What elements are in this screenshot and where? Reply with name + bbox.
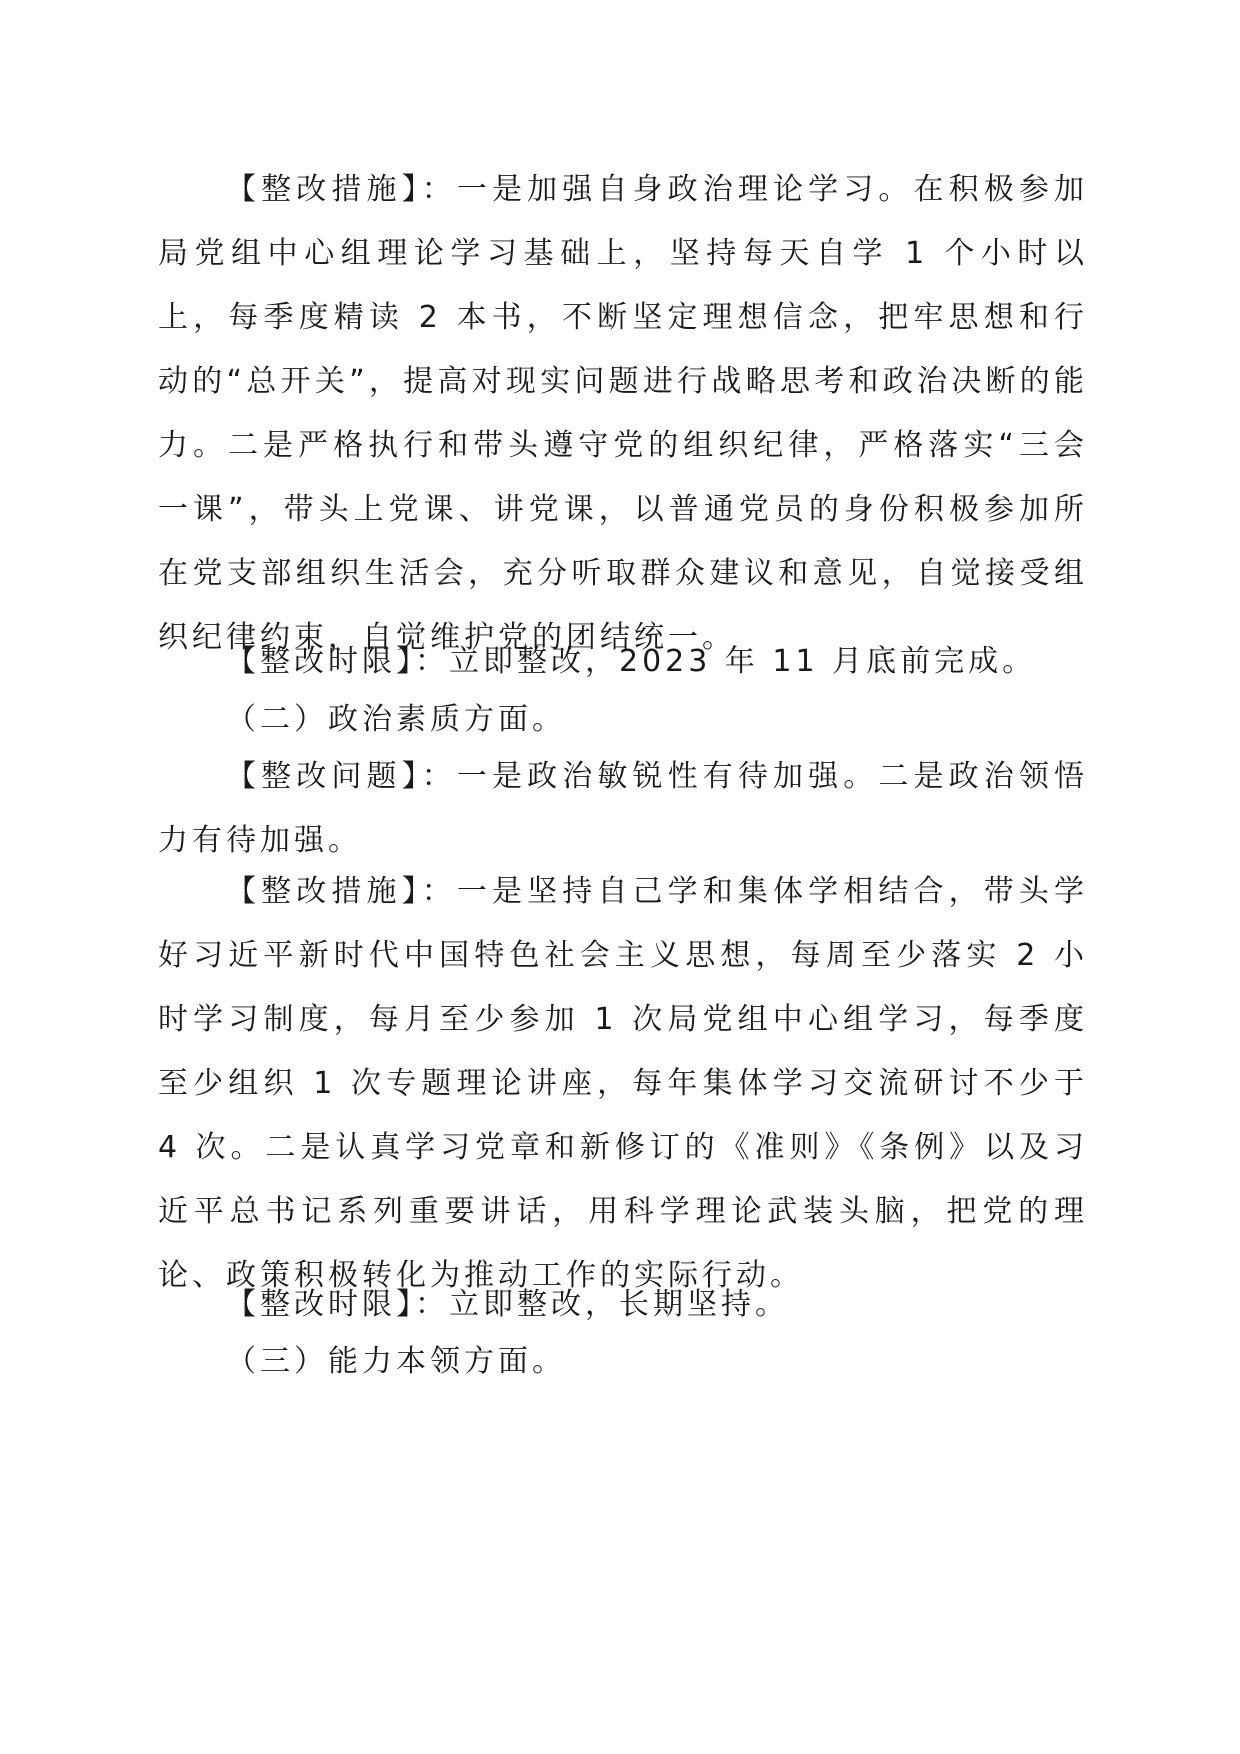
paragraph-rectification-issues: 【整改问题】：一是政治敏锐性有待加强。二是政治领悟力有待加强。 [158,759,1088,858]
section-heading-political-quality: （二）政治素质方面。 [226,702,566,737]
paragraph-rectification-deadline-1: 【整改时限】：立即整改，2023 年 11 月底前完成。 [226,644,1037,679]
paragraph-rectification-measures-2: 【整改措施】：一是坚持自己学和集体学相结合，带头学好习近平新时代中国特色社会主义思想，每周至少落实 2 小时学习制度，每月至少参加 1 次局党组中心组学习，每季度至少组织 1 次专题理论讲座，每年集体学习交流研讨不少于 4 次。二是认真学习党章和新修订的《准则》《条例》以及习近平总书记系列重要讲话，用科学理论武装头脑，把党的理论、政策积极转化为推动工作的实际行动。 [158,874,1088,1293]
paragraph-rectification-measures-1: 【整改措施】：一是加强自身政治理论学习。在积极参加局党组中心组理论学习基础上，坚持每天自学 1 个小时以上，每季度精读 2 本书，不断坚定理想信念，把牢思想和行动的“总开关”，提高对现实问题进行战略思考和政治决断的能力。二是严格执行和带头遵守党的组织纪律，严格落实“三会一课”，带头上党课、讲党课，以普通党员的身份积极参加所在党支部组织生活会，充分听取群众建议和意见，自觉接受组织纪律约束，自觉维护党的团结统一。 [158,172,1088,655]
section-heading-capability: （三）能力本领方面。 [226,1344,566,1379]
paragraph-rectification-deadline-2: 【整改时限】：立即整改，长期坚持。 [226,1287,789,1322]
